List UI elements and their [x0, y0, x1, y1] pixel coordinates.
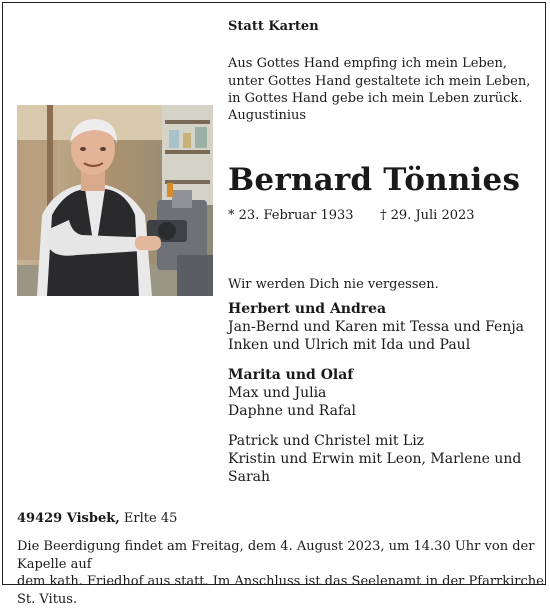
- address: [17, 510, 177, 527]
- birth-date: * 23. Februar 1933: [228, 208, 354, 223]
- family-group-head: Herbert und Andrea: [228, 301, 387, 317]
- family-group-head: Marita und Olaf: [228, 367, 354, 383]
- poem-line: Aus Gottes Hand empfing ich mein Leben,: [228, 56, 507, 71]
- family-group: [228, 432, 550, 486]
- poem-line: unter Gottes Hand gestaltete ich mein Leben,: [228, 73, 531, 89]
- portrait-illustration: [17, 105, 213, 296]
- family-line: Jan-Bernd und Karen mit Tessa und Fenja: [228, 319, 525, 335]
- statt-karten-label: Statt Karten: [228, 19, 319, 34]
- portrait-photo: [17, 105, 213, 296]
- family-line: Max und Julia: [228, 385, 327, 401]
- address-street: Erlte 45: [123, 511, 178, 526]
- poem: [228, 55, 530, 108]
- family-group: [228, 300, 524, 354]
- poem-author: Augustinius: [228, 108, 307, 123]
- deceased-name: Bernard Tönnies: [228, 162, 521, 198]
- death-date: † 29. Juli 2023: [380, 208, 475, 223]
- family-line: Daphne und Rafal: [228, 403, 356, 419]
- family-line: Inken und Ulrich mit Ida und Paul: [228, 337, 471, 353]
- family-group: [228, 366, 356, 420]
- family-line: Patrick und Christel mit Liz: [228, 433, 425, 449]
- address-place: 49429 Visbek,: [17, 511, 120, 526]
- funeral-info: [17, 538, 550, 608]
- poem-line: in Gottes Hand gebe ich mein Leben zurück.: [228, 91, 523, 106]
- funeral-line: dem kath. Friedhof aus statt. Im Anschluss ist das Seelenamt in der Pfarrkirche St. Vitus.: [17, 574, 544, 607]
- family-intro: Wir werden Dich nie vergessen.: [228, 277, 439, 292]
- funeral-line: Die Beerdigung findet am Freitag, dem 4. August 2023, um 14.30 Uhr von der Kapelle auf: [17, 539, 535, 572]
- family-line: Kristin und Erwin mit Leon, Marlene und Sarah: [228, 451, 522, 485]
